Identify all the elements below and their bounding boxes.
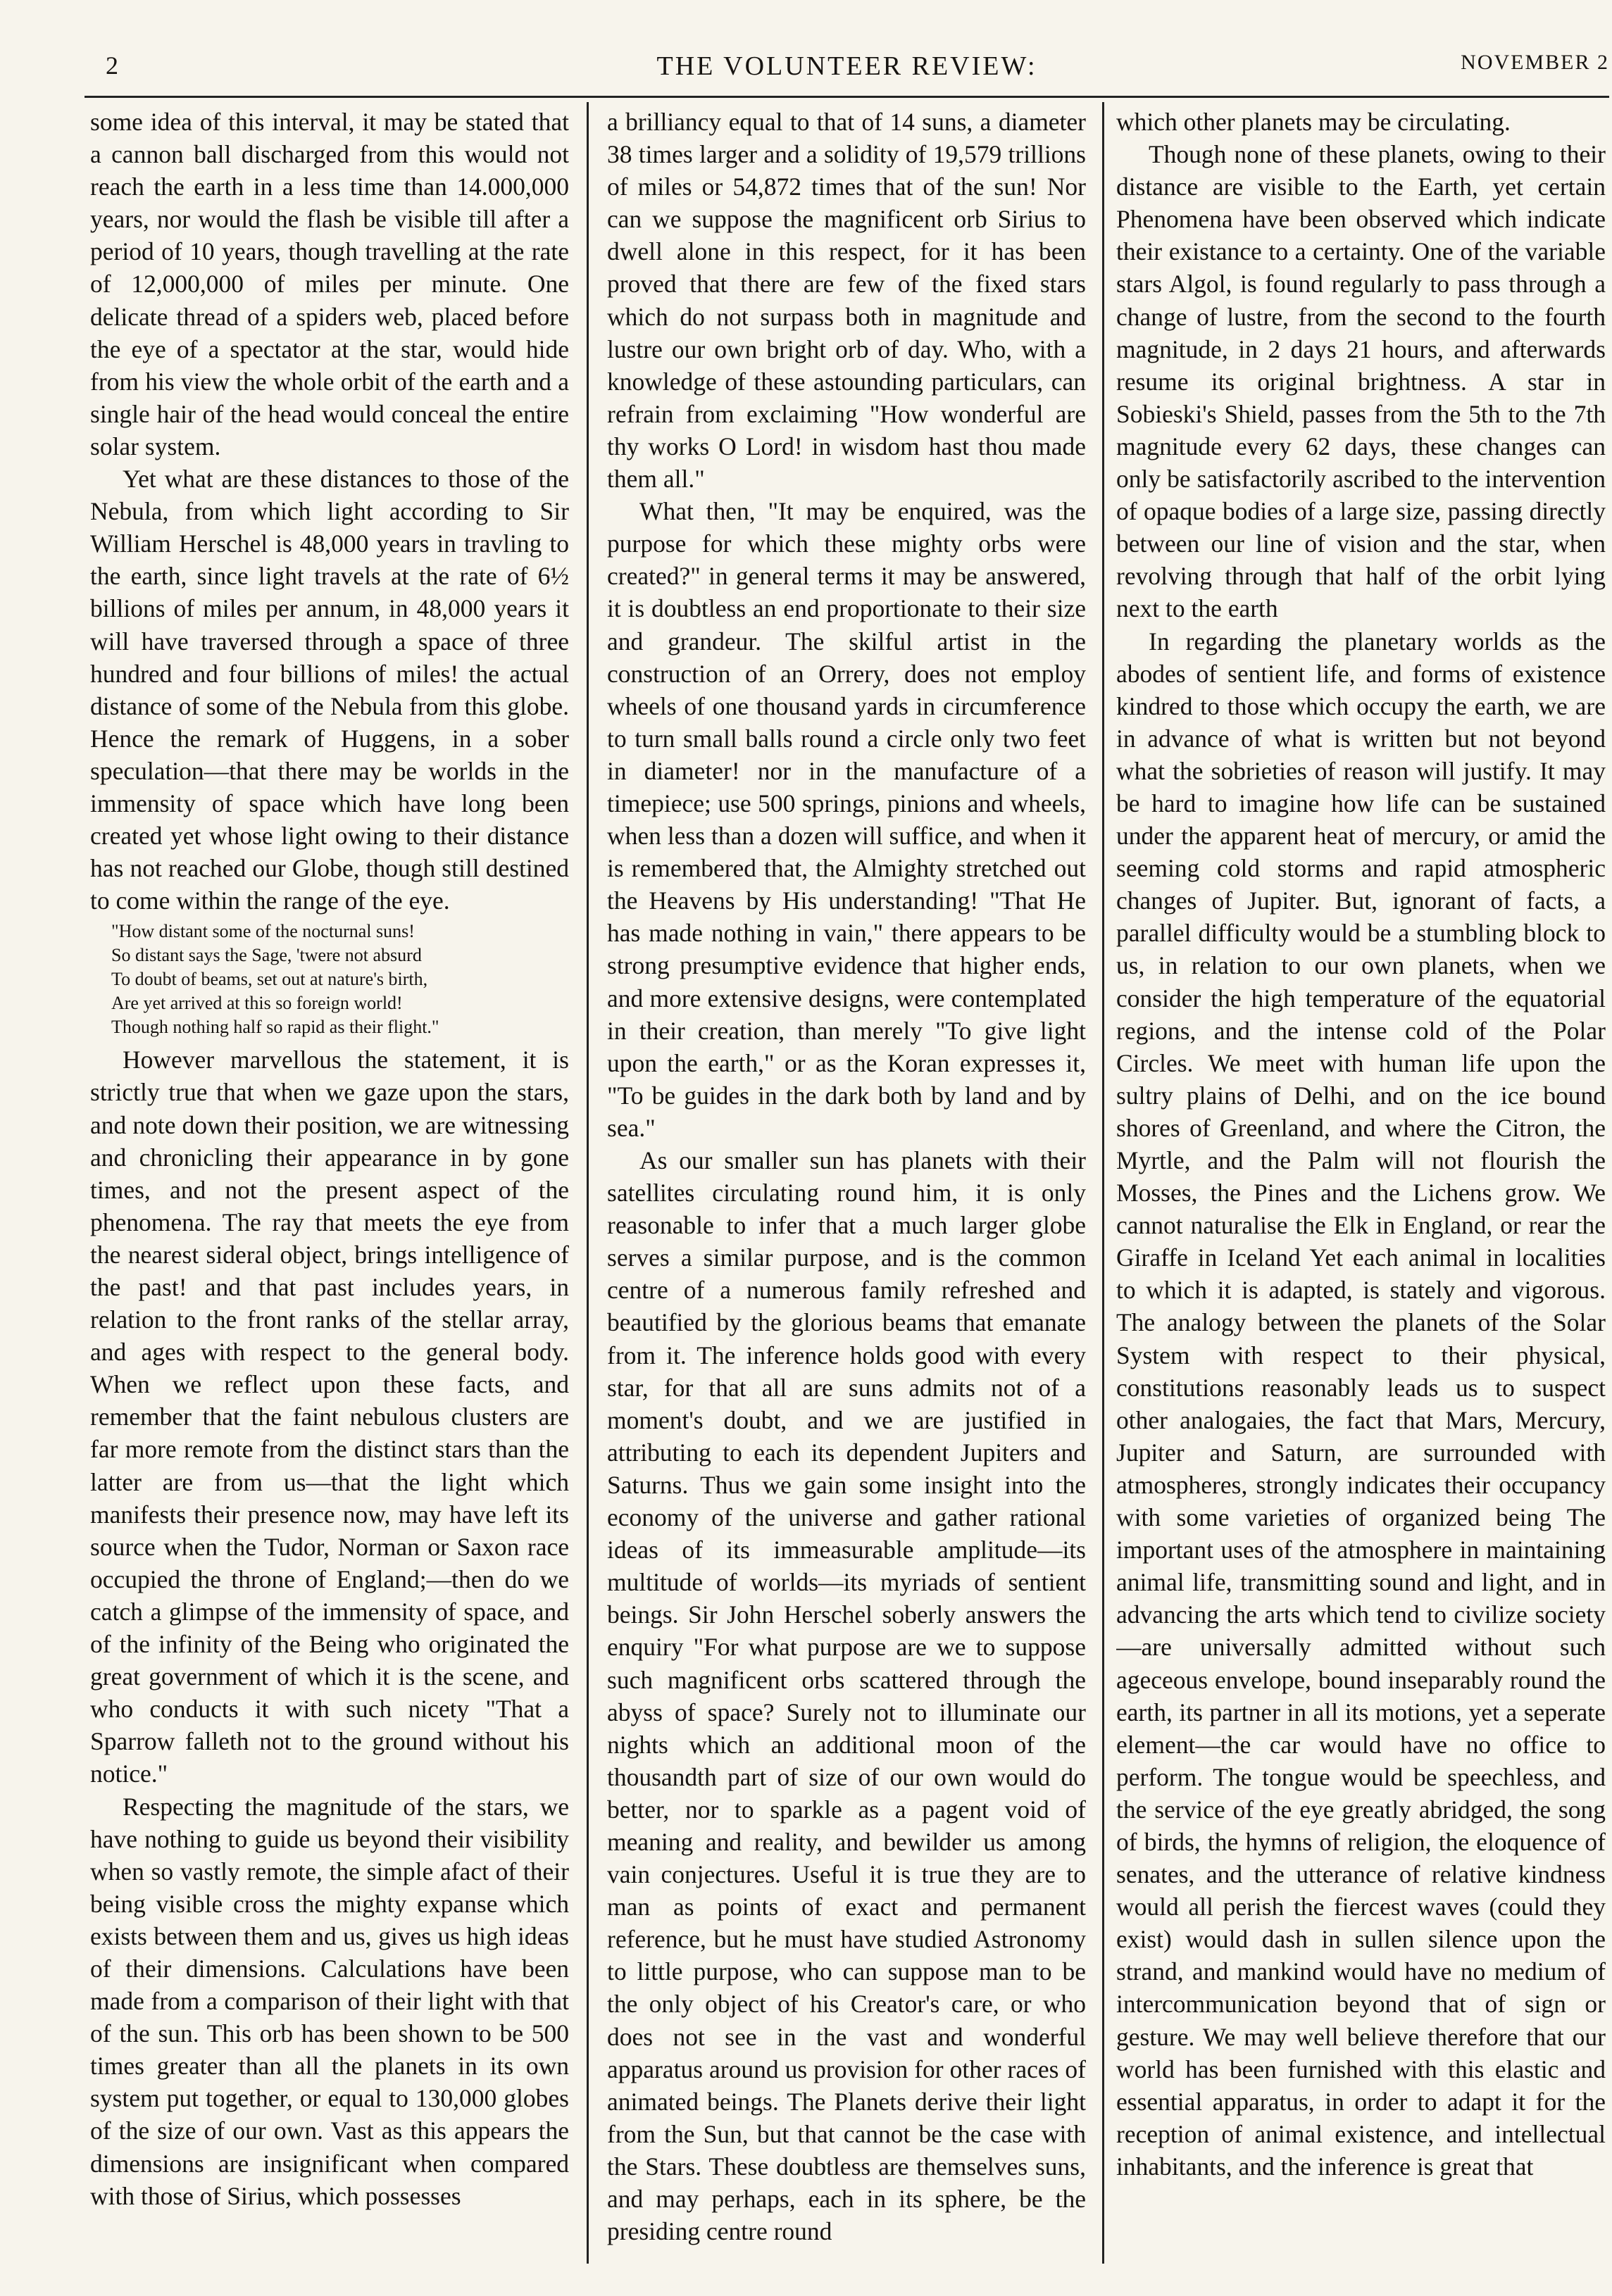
paragraph: What then, "It may be enquired, was the purpose for which these mighty orbs were created?" in general terms it may be answered, it is doubtless an end proportionate to their size and grandeur. The skilful artist in the construction of an Orrery, does not employ wheels of one thousand yards in circumference to turn small balls round a circle only two feet in diameter! nor in the manufacture of a timepiece; use 500 springs, pinions and wheels, when less than a dozen will suffice, and when it is remembered that, the Almighty stretched out the Heavens by His understanding! "That He has made nothing in vain," there appears to be strong presumptive evidence that higher ends, and more extensive designs, were contemplated in their creation, than merely "To give light upon the earth," or as the Koran expresses it, "To be guides in the dark both by land and by sea.": [607, 497, 1086, 1142]
paragraph: As our smaller sun has planets with their satellites circulating round him, it is only reasonable to infer that a much larger globe serves a similar purpose, and is the common centre of a numerous family refreshed and beautified by the glorious beams that emanate from it. The inference holds good with every star, for that all are suns admits not of a moment's doubt, and we are justified in attributing to each its dependent Jupiters and Saturns. Thus we gain some insight into the economy of the universe and gather rational ideas of its immeasurable amplitude—its multitude of worlds—its myriads of sentient beings. Sir John Herschel soberly answers the enquiry "For what purpose are we to suppose such magnificent orbs scattered through the abyss of space? Surely not to illuminate our nights which an additional moon of the thousandth part of size of our own would do better, nor to sparkle as a pagent void of meaning and reality, and bewilder us among vain conjectures. Useful it is true they are to man as points of exact and permanent reference, but he must have studied Astronomy to little purpose, who can suppose man to be the only object of his Creator's care, or who does not see in the vast and wonderful apparatus around us provision for other races of animated beings. The Planets derive their light from the Sun, but that cannot be the case with the Stars. These doubtless are themselves suns, and may perhaps, each in its sphere, be the presiding centre round: [607, 1146, 1086, 2246]
column-1: [90, 106, 569, 2260]
verse-line: Though nothing half so rapid as their flight.": [111, 1017, 439, 1038]
verse-line: Are yet arrived at this so foreign world!: [111, 993, 403, 1014]
verse-line: So distant says the Sage, 'twere not absurd: [111, 945, 422, 966]
column-divider: [1102, 102, 1104, 2264]
issue-date: NOVEMBER 2: [1461, 51, 1609, 74]
paragraph: Respecting the magnitude of the stars, we have nothing to guide us beyond their visibility when so vastly remote, the simple afact of their being visible cross the mighty expanse which exists between them and us, gives us high ideas of their dimensions. Calculations have been made from a comparison of their light with that of the sun. This orb has been shown to be 500 times greater than all the planets in its own system put together, or equal to 130,000 globes of the size of our own. Vast as this appears the dimensions are insignificant when compared with those of Sirius, which possesses: [90, 1792, 569, 2210]
verse-quote: [111, 920, 569, 1039]
paragraph: which other planets may be circulating.: [1116, 108, 1511, 136]
header-rule: [85, 96, 1609, 98]
paragraph: However marvellous the statement, it is strictly true that when we gaze upon the stars, and note down their position, we are witnessing and chronicling their appearance in by gone times, and not the present aspect of the phenomena. The ray that meets the eye from the nearest sideral object, brings intelligence of the past! and that past includes years, in relation to the front ranks of the stellar array, and ages with respect to the general body. When we reflect upon these facts, and remember that the faint nebulous clusters are far more remote from the distinct stars than the latter are from us—that the light which manifests their presence now, may have left its source when the Tudor, Norman or Saxon race occupied the throne of England;—then do we catch a glimpse of the immensity of space, and of the infinity of the Being who originated the great government of which it is the scene, and who conducts it with such nicety "That a Sparrow falleth not to the ground without his notice.": [90, 1046, 569, 1788]
paragraph: In regarding the planetary worlds as the abodes of sentient life, and forms of existence kindred to those which occupy the earth, we are in advance of what is written but not beyond what the sobrieties of reason will justify. It may be hard to imagine how life can be sustained under the apparent heat of mercury, or amid the seeming cold storms and rapid atmospheric changes of Jupiter. But, ignorant of facts, a parallel difficulty would be a stumbling block to us, in relation to our own planets, when we consider the high temperature of the equatorial regions, and the intense cold of the Polar Circles. We meet with human life upon the sultry plains of Delhi, and on the ice bound shores of Greenland, and where the Citron, the Myrtle, and the Palm will not flourish the Mosses, the Pines and the Lichens grow. We cannot naturalise the Elk in England, or rear the Giraffe in Iceland Yet each animal in localities to which it is adapted, is stately and vigorous. The analogy between the planets of the Solar System with respect to their physical, constitutions reasonably leads us to suspect other analogaies, the fact that Mars, Mercury, Jupiter and Saturn, are surrounded with atmospheres, strongly indicates their occupancy with some varieties of organized being The important uses of the atmosphere in maintaining animal life, transmitting sound and light, and in advancing the arts which tend to civilize society—are universally admitted without such ageceous envelope, bound inseparably round the earth, its partner in all its motions, yet a seperate element—the car would have no office to perform. The tongue would be speechless, and the service of the eye greatly abridged, the song of birds, the hymns of religion, the eloquence of senates, and the utterance of relative kindness would all perish the fiercest waves (could they exist) would dash in sullen silence upon the strand, and mankind would have no medium of intercommunication beyond that of sign or gesture. We may well believe therefore that our world has been furnished with this elastic and essential apparatus, in order to adapt it for the reception of animal existence, and intellectual inhabitants, and the inference is great that: [1116, 627, 1606, 2181]
verse-line: "How distant some of the nocturnal suns!: [111, 921, 415, 942]
page-header: [85, 42, 1609, 92]
paragraph: Yet what are these distances to those of the Nebula, from which light according to Sir William Herschel is 48,000 years in travling to the earth, since light travels at the rate of 6½ billions of miles per annum, in 48,000 years it will have traversed through a space of three hundred and four billions of miles! the actual distance of some of the Nebula from this globe. Hence the remark of Huggens, in a sober speculation—that there may be worlds in the immensity of space which have long been created yet whose light owing to their distance has not reached our Globe, though still destined to come within the range of the eye.: [90, 465, 569, 915]
page-number: 2: [106, 51, 119, 80]
masthead-title: THE VOLUNTEER REVIEW:: [656, 51, 1037, 81]
verse-line: To doubt of beams, set out at nature's birth,: [111, 969, 428, 990]
column-divider: [587, 102, 589, 2264]
paragraph: Though none of these planets, owing to their distance are visible to the Earth, yet certain Phenomena have been observed which indicate their existance to a certainty. One of the variable stars Algol, is found regularly to pass through a change of lustre, from the second to the fourth magnitude, in 2 days 21 hours, and afterwards resume its original brightness. A star in Sobieski's Shield, passes from the 5th to the 7th magnitude every 62 days, these changes can only be satisfactorily ascribed to the intervention of opaque bodies of a large size, passing directly between our line of vision and the star, when revolving through that half of the orbit lying next to the earth: [1116, 140, 1606, 623]
paragraph: some idea of this interval, it may be stated that a cannon ball discharged from this would not reach the earth in a less time than 14.000,000 years, nor would the flash be visible till after a period of 10 years, though travelling at the rate of 12,000,000 of miles per minute. One delicate thread of a spiders web, placed before the eye of a spectator at the star, would hide from his view the whole orbit of the earth and a single hair of the head would conceal the entire solar system.: [90, 108, 569, 460]
paragraph: a brilliancy equal to that of 14 suns, a diameter 38 times larger and a solidity of 19,579 trillions of miles or 54,872 times that of the sun! Nor can we suppose the magnificent orb Sirius to dwell alone in this respect, for it has been proved that there are few of the fixed stars which do not surpass both in magnitude and lustre our own bright orb of day. Who, with a knowledge of these astounding particulars, can refrain from exclaiming "How wonderful are thy works O Lord! in wisdom hast thou made them all.": [607, 108, 1086, 494]
column-2: [607, 106, 1086, 2260]
column-3: [1116, 106, 1606, 2260]
